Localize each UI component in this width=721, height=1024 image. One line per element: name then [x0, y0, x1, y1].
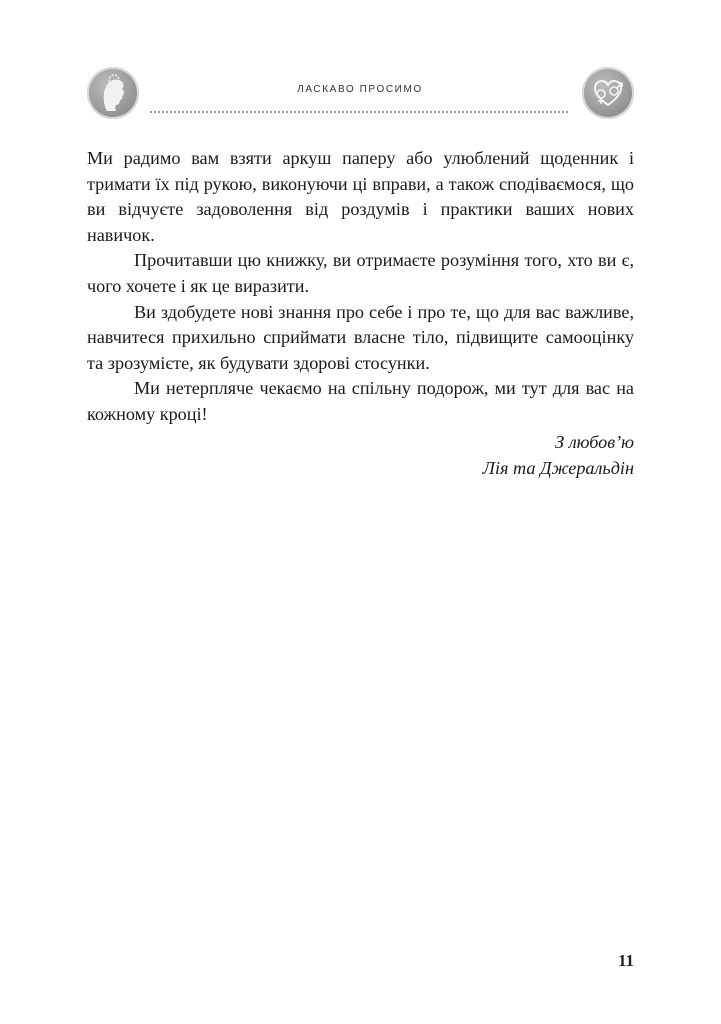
paragraph: Прочитавши цю книжку, ви отримаєте розуміння того, хто ви є, чого хочете і як це виразити.: [87, 250, 634, 296]
paragraph: Ви здобудете нові знання про себе і про те, що для вас важливе, навчитеся прихильно сприймати власне тіло, підвищите самооцінку та зрозумієте, як будувати здорові стосунки.: [87, 301, 634, 373]
body-text: [87, 146, 634, 428]
signature-line-2: Лія та Джеральдін: [482, 458, 634, 478]
page-number: 11: [617, 951, 634, 970]
heart-gender-symbols-icon: [582, 67, 634, 119]
paragraph: Ми радимо вам взяти аркуш паперу або улюблений щоденник і тримати їх під рукою, виконуючи ці вправи, а також сподіваємося, що ви відчуєте задоволення від роздумів і практики ваших нових навичок.: [87, 148, 634, 245]
paragraph: Ми нетерпляче чекаємо на спільну подорож, ми тут для вас на кожному кроці!: [87, 378, 634, 424]
woman-profile-icon: [87, 67, 139, 119]
running-title: ЛАСКАВО ПРОСИМО: [297, 84, 423, 95]
page-header: [0, 0, 721, 130]
header-dotted-rule: [150, 111, 568, 113]
signature-line-1: З любов’ю: [555, 432, 634, 452]
